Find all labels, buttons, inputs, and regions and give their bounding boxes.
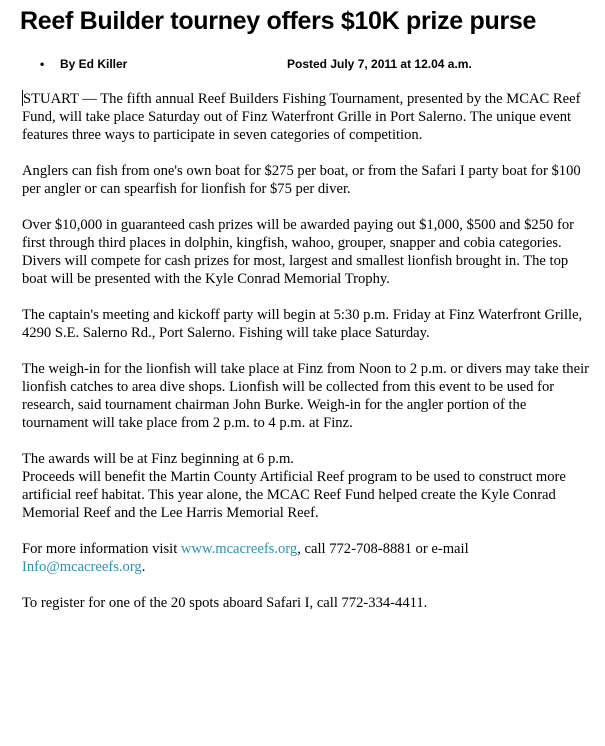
paragraph-awards: The awards will be at Finz beginning at 6 p.m. (22, 451, 294, 467)
paragraph-intro-text: STUART — The fifth annual Reef Builders Fishing Tournament, presented by the MCAC Reef Fund, will take place Saturday out of Finz Waterfront Grille in Port Salerno. The unique event features three ways to participate in seven categories of competition. (22, 91, 581, 143)
author-name: By Ed Killer (60, 57, 128, 71)
posted-date: Posted July 7, 2011 at 12.04 a.m. (287, 57, 472, 71)
paragraph-register: To register for one of the 20 spots aboard Safari I, call 772-334-4411. (22, 595, 428, 611)
paragraph-weigh-in: The weigh-in for the lionfish will take place at Finz from Noon to 2 p.m. or divers may take their lionfish catches to area dive shops. Lionfish will be collected from this event to be used for research, said tournament chairman John Burke. Weigh-in for the angler portion of the tournament will take place from 2 p.m. to 4 p.m. at Finz. (22, 361, 589, 431)
article-headline: Reef Builder tourney offers $10K prize purse (20, 7, 537, 35)
bullet-icon: • (40, 57, 45, 71)
paragraph-fees: Anglers can fish from one's own boat for $275 per boat, or from the Safari I party boat for $100 per angler or can spearfish for lionfish for $75 per diver. (22, 163, 581, 197)
website-link[interactable]: www.mcacreefs.org (180, 541, 298, 557)
paragraph-prizes: Over $10,000 in guaranteed cash prizes will be awarded paying out $1,000, $500 and $250 for first through third places in dolphin, kingfish, wahoo, grouper, snapper and cobia categories. (22, 217, 574, 251)
email-link[interactable]: Info@mcacreefs.org (22, 559, 142, 575)
article-body (22, 90, 592, 612)
paragraph-meeting: The captain's meeting and kickoff party will begin at 5:30 p.m. Friday at Finz Waterfront Grille, 4290 S.E. Salerno Rd., Port Salerno. Fishing will take place Saturday. (22, 307, 583, 341)
contact-suffix: . (141, 559, 146, 575)
contact-middle: , call 772-708-8881 or e-mail (297, 541, 469, 557)
contact-prefix: For more information visit (22, 541, 181, 557)
paragraph-intro (22, 90, 592, 144)
paragraph-proceeds: Proceeds will benefit the Martin County Artificial Reef program to be used to construct more artificial reef habitat. This year alone, the MCAC Reef Fund helped create the Kyle Conrad Memorial Reef and the Lee Harris Memorial Reef. (22, 469, 566, 521)
paragraph-contact (22, 540, 592, 576)
paragraph-divers: Divers will compete for cash prizes for most, largest and smallest lionfish brought in. The top boat will be presented with the Kyle Conrad Memorial Trophy. (22, 253, 569, 287)
